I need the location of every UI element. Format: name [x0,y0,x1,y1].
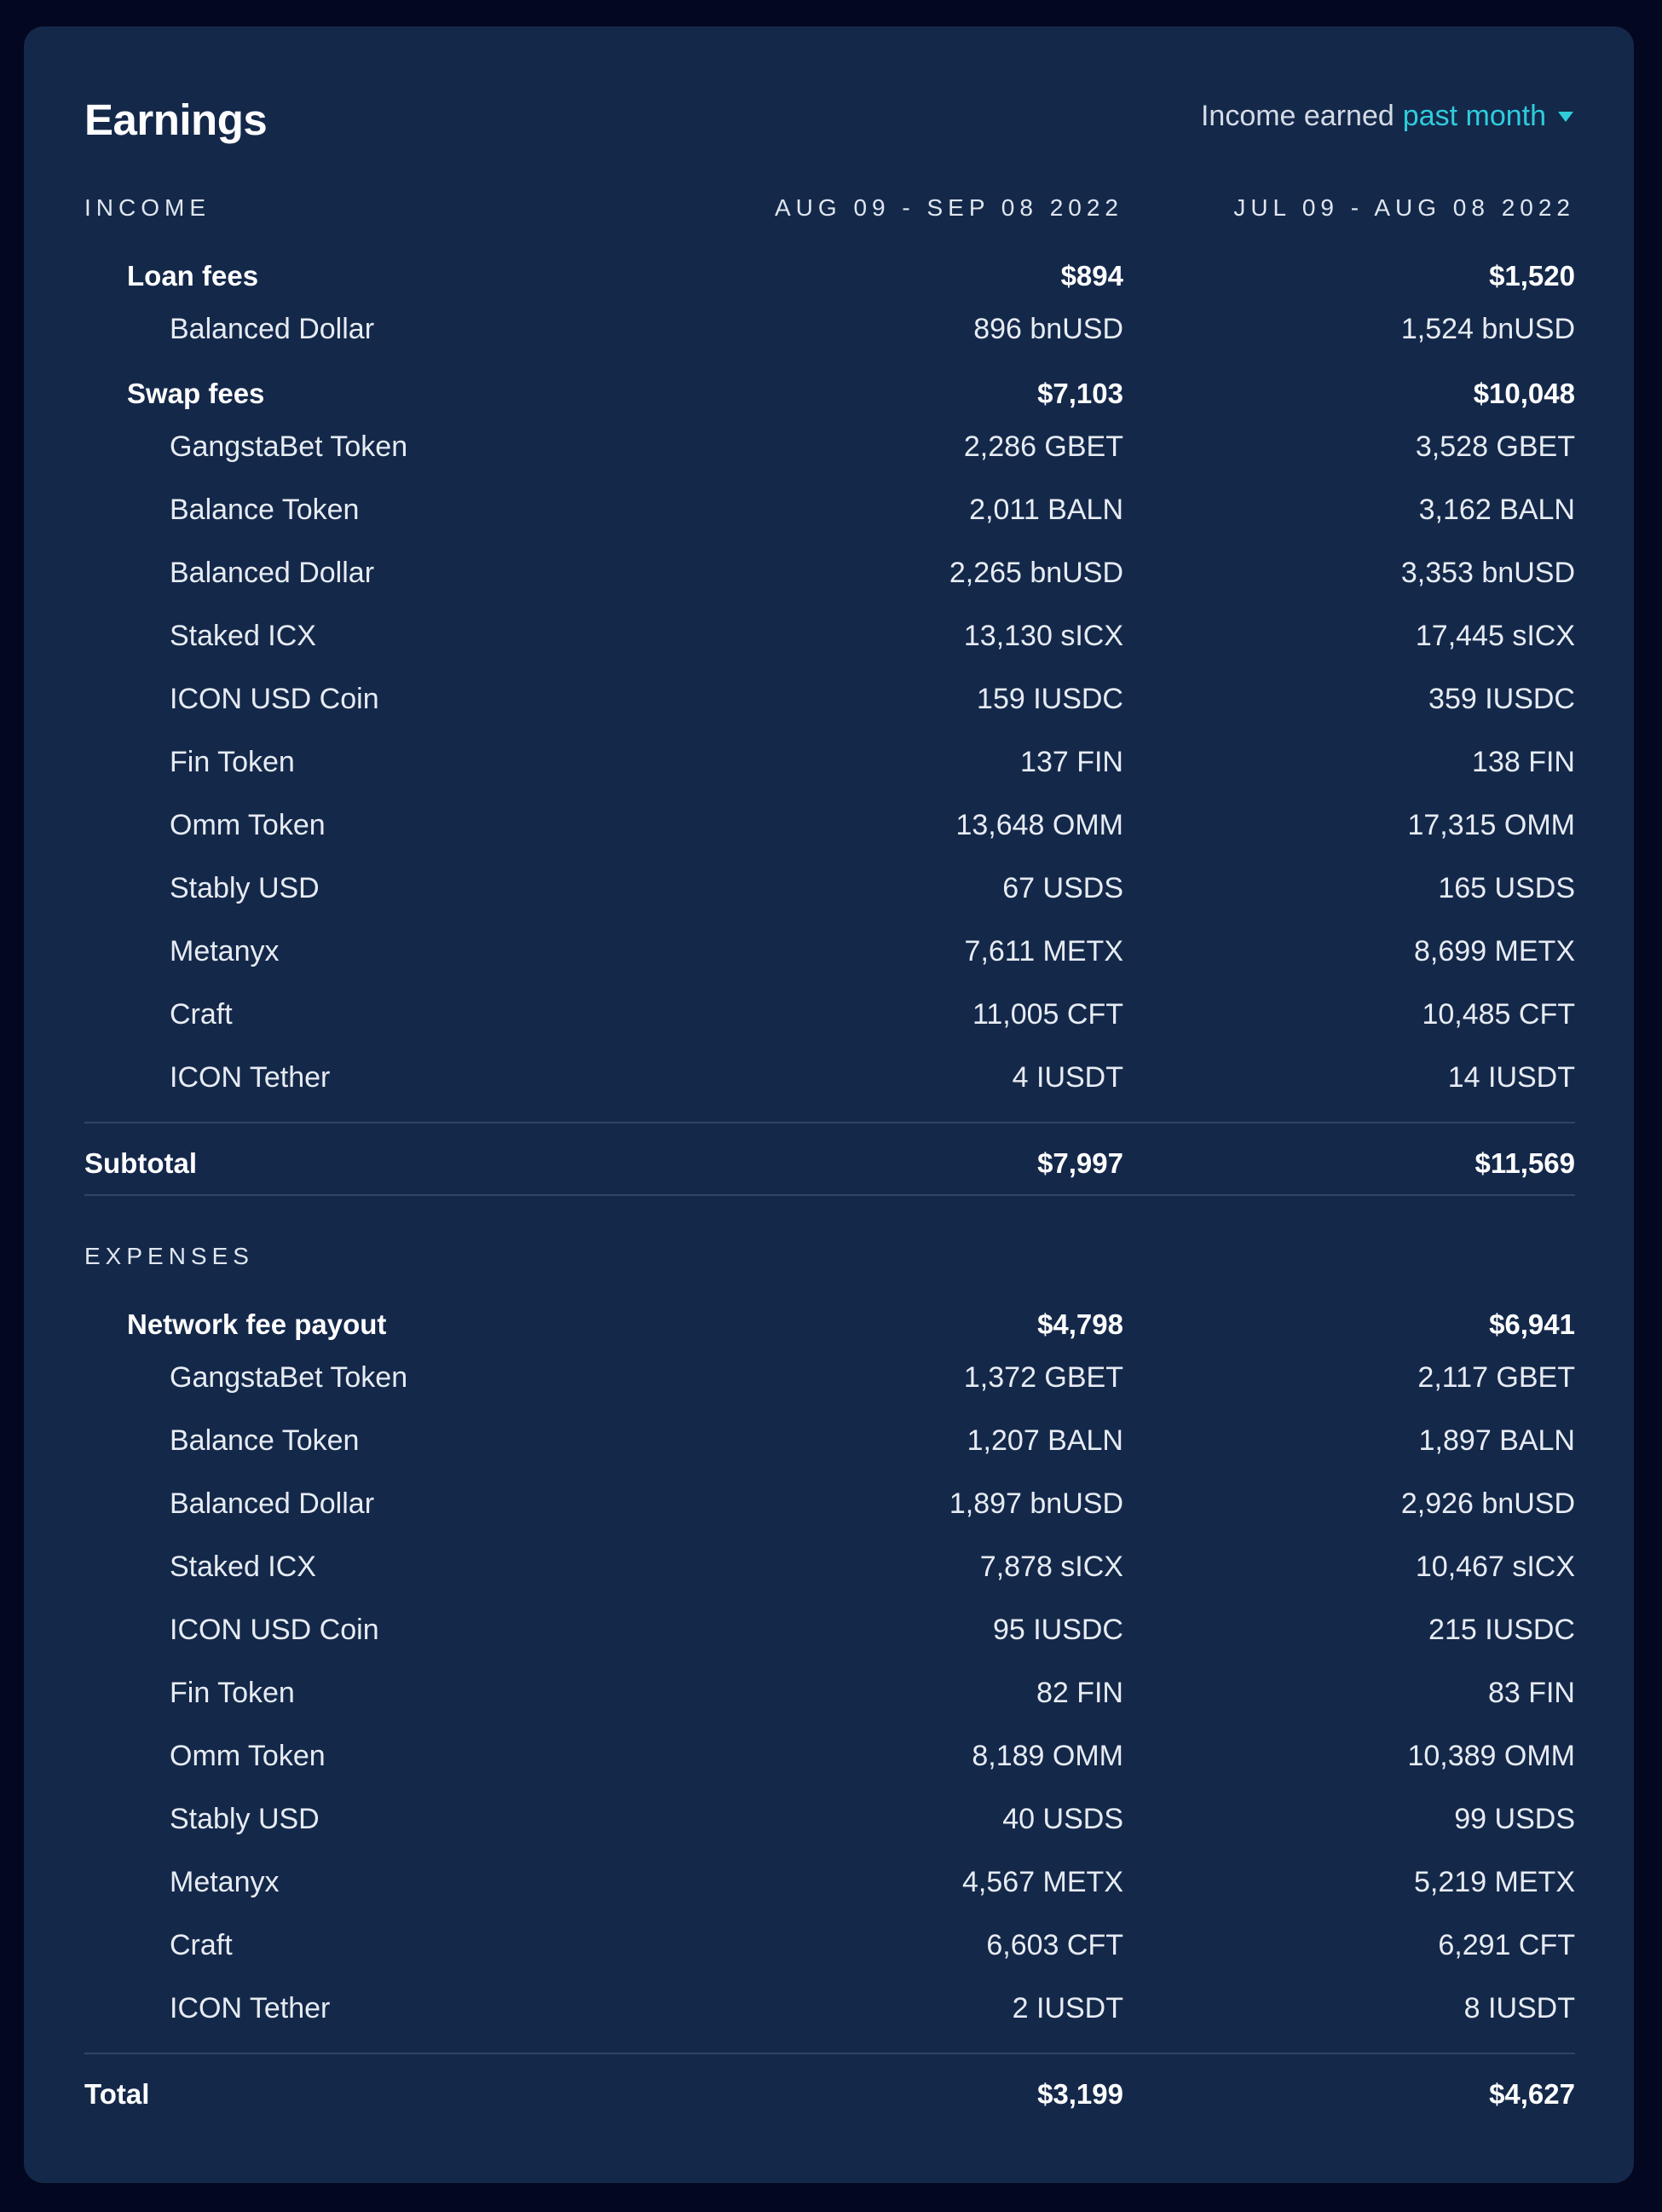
value-current: 1,207 BALN [967,1424,1123,1457]
list-item [84,297,1575,361]
value-current: 11,005 CFT [972,998,1123,1031]
list-item [84,1409,1575,1472]
row-label: Balanced Dollar [170,313,375,345]
row-label: ICON Tether [170,1992,331,2024]
value-current: 1,372 GBET [963,1361,1123,1394]
value-previous: 138 FIN [1472,746,1575,778]
value-previous: 2,117 GBET [1417,1361,1575,1394]
row-label: Staked ICX [170,1551,316,1583]
value-current: $894 [1060,260,1123,292]
value-current: 8,189 OMM [972,1740,1123,1772]
value-current: 13,648 OMM [955,809,1123,841]
list-item [84,1535,1575,1598]
value-previous: 8 IUSDT [1463,1992,1575,2024]
value-previous: 359 IUSDC [1428,683,1575,715]
list-item [84,415,1575,478]
list-item [84,1346,1575,1409]
row-label: ICON USD Coin [170,1614,379,1646]
value-current: 7,878 sICX [979,1551,1123,1583]
row-label: ICON Tether [170,1061,331,1094]
value-current: 2 IUSDT [1012,1992,1123,2024]
value-current: 159 IUSDC [977,683,1123,715]
value-current: 137 FIN [1020,746,1123,778]
list-item [84,1724,1575,1788]
divider [84,1122,1575,1123]
row-label: Balanced Dollar [170,1487,375,1520]
list-item [84,1661,1575,1724]
value-current: 7,611 METX [964,935,1123,967]
value-previous: 3,528 GBET [1415,430,1575,463]
divider [84,2053,1575,2054]
total-row [84,2063,1575,2126]
expenses-header [84,1243,1575,1270]
value-previous: 83 FIN [1487,1677,1575,1709]
row-label: Omm Token [170,809,326,841]
row-label: Metanyx [170,1866,280,1898]
row-label: Omm Token [170,1740,326,1772]
income-header [84,194,1575,222]
column-previous-period: JUL 09 - AUG 08 2022 [1233,194,1575,221]
value-current: 1,897 bnUSD [949,1487,1123,1520]
row-label: GangstaBet Token [170,430,408,463]
value-previous: 10,485 CFT [1422,998,1575,1031]
value-current: 4,567 METX [962,1866,1123,1898]
value-current: 13,130 sICX [963,620,1123,652]
value-previous: 14 IUSDT [1447,1061,1575,1094]
selector-prefix: Income earned [1200,100,1394,132]
value-current: 40 USDS [1002,1803,1123,1835]
value-previous: 10,389 OMM [1407,1740,1575,1772]
value-previous: $6,941 [1489,1308,1575,1340]
value-previous: 99 USDS [1454,1803,1575,1835]
row-label: GangstaBet Token [170,1361,408,1394]
value-previous: 1,897 BALN [1418,1424,1575,1457]
row-label: Swap fees [127,378,265,409]
expenses-heading: EXPENSES [84,1243,254,1269]
value-current: 896 bnUSD [973,313,1123,345]
list-item [84,1788,1575,1851]
row-label: Balance Token [170,1424,360,1457]
income-heading: INCOME [84,194,211,221]
list-item [84,541,1575,604]
value-current: 4 IUSDT [1012,1061,1123,1094]
list-item [84,1598,1575,1661]
value-previous: 5,219 METX [1414,1866,1575,1898]
caret-down-icon[interactable] [1558,112,1573,122]
list-item [84,983,1575,1046]
value-previous: $10,048 [1473,378,1575,409]
row-label: Balanced Dollar [170,557,375,589]
list-item [84,604,1575,667]
row-label: Staked ICX [170,620,316,652]
list-item [84,1914,1575,1977]
row-label: ICON USD Coin [170,683,379,715]
value-current: 82 FIN [1036,1677,1123,1709]
list-item [84,667,1575,731]
list-item [84,1046,1575,1109]
subtotal-row [84,1132,1575,1195]
value-previous: $11,569 [1474,1147,1575,1179]
column-current-period: AUG 09 - SEP 08 2022 [775,194,1123,221]
value-current: 6,603 CFT [986,1929,1123,1961]
row-label: Fin Token [170,746,295,778]
earnings-card [24,26,1634,2183]
value-previous: 3,162 BALN [1418,494,1575,526]
value-previous: 2,926 bnUSD [1400,1487,1575,1520]
value-previous: 17,445 sICX [1415,620,1575,652]
value-previous: $4,627 [1489,2078,1575,2110]
list-item [84,1851,1575,1914]
divider [84,1194,1575,1196]
row-label: Craft [170,998,233,1031]
value-current: $3,199 [1037,2078,1123,2110]
page-title: Earnings [84,95,268,144]
list-item [84,731,1575,794]
value-previous: 165 USDS [1438,872,1575,904]
row-label: Craft [170,1929,233,1961]
list-item [84,920,1575,983]
value-previous: 215 IUSDC [1428,1614,1575,1646]
row-label: Total [84,2078,150,2110]
row-label: Balance Token [170,494,360,526]
list-item [84,478,1575,541]
list-item [84,1977,1575,2040]
value-current: $7,103 [1037,378,1123,409]
value-previous: 10,467 sICX [1415,1551,1575,1583]
value-current: $7,997 [1037,1147,1123,1179]
period-selector[interactable] [1201,100,1573,133]
list-item [84,1472,1575,1535]
row-label: Network fee payout [127,1308,387,1340]
value-previous: 3,353 bnUSD [1400,557,1575,589]
value-current: 2,265 bnUSD [949,557,1123,589]
list-item [84,857,1575,920]
period-dropdown[interactable]: past month [1402,100,1546,132]
value-current: 2,286 GBET [963,430,1123,463]
value-current: $4,798 [1037,1308,1123,1340]
value-current: 67 USDS [1002,872,1123,904]
value-previous: 8,699 METX [1414,935,1575,967]
value-previous: 6,291 CFT [1438,1929,1575,1961]
value-current: 2,011 BALN [969,494,1123,526]
value-previous: 1,524 bnUSD [1400,313,1575,345]
row-label: Metanyx [170,935,280,967]
row-label: Stably USD [170,872,320,904]
row-label: Fin Token [170,1677,295,1709]
row-label: Loan fees [127,260,259,292]
list-item [84,794,1575,857]
value-current: 95 IUSDC [992,1614,1123,1646]
row-label: Subtotal [84,1147,197,1179]
value-previous: 17,315 OMM [1407,809,1575,841]
value-previous: $1,520 [1489,260,1575,292]
row-label: Stably USD [170,1803,320,1835]
